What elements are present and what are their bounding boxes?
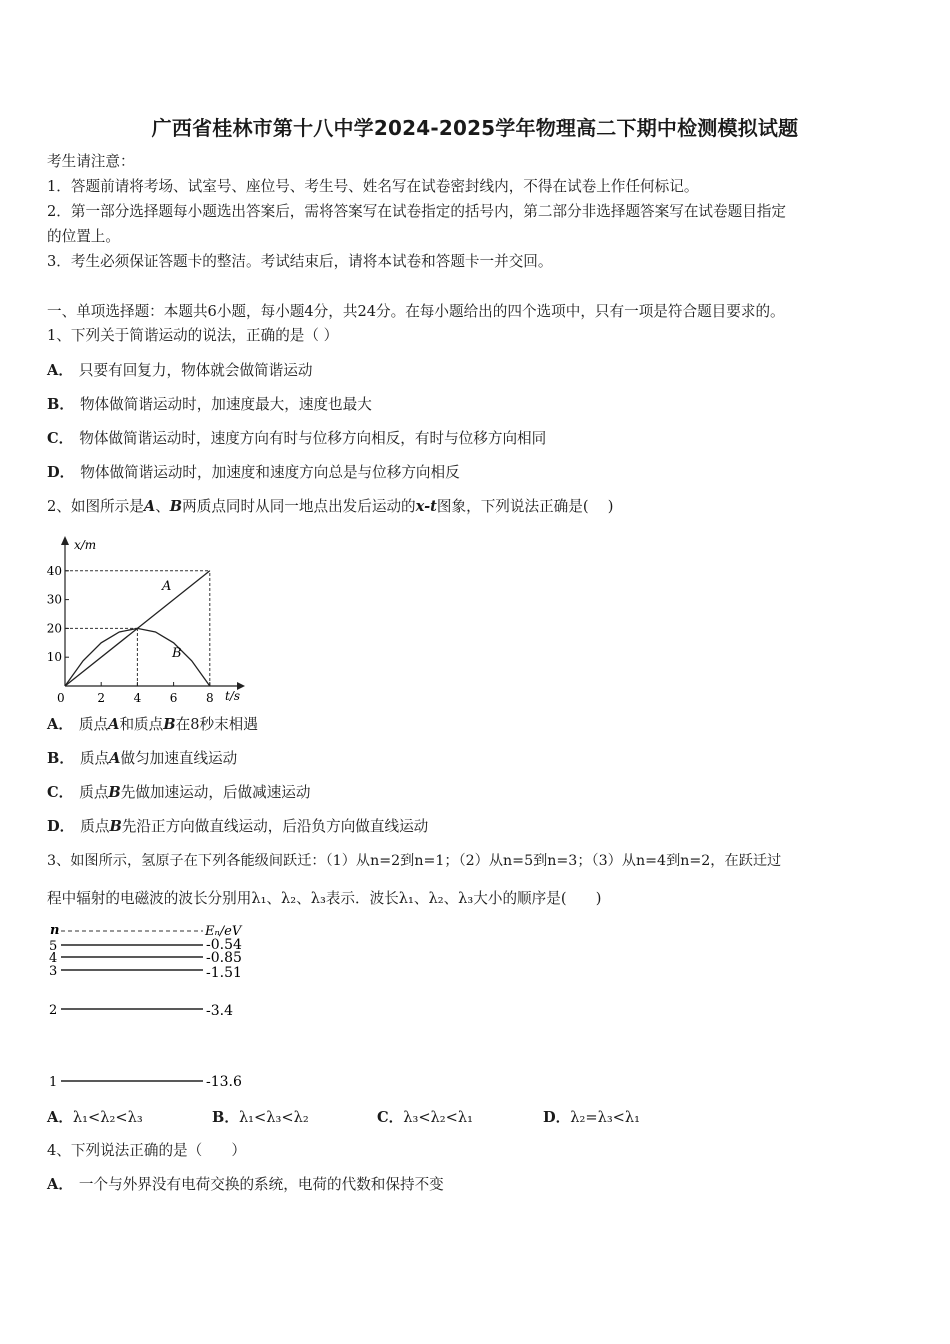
question-1-option-a[interactable]	[47, 362, 312, 380]
option-text: λ₁<λ₂<λ₃	[72, 1109, 143, 1126]
option-text: λ₂=λ₃<λ₁	[570, 1109, 641, 1126]
option-label: D．	[47, 818, 75, 835]
stem-var: A	[143, 498, 156, 515]
stem-text: 两质点同时从同一地点出发后运动的	[182, 498, 416, 515]
question-4-option-a[interactable]	[47, 1176, 444, 1194]
stem-var: B	[169, 498, 183, 515]
y-tick-label: 40	[46, 563, 62, 578]
option-label: A．	[47, 1109, 73, 1126]
series-label: B	[172, 646, 182, 661]
option-label: C．	[47, 430, 74, 447]
notice-item: 3．考生必须保证答题卡的整洁。考试结束后，请将本试卷和答题卡一并交回。	[47, 253, 553, 270]
level-n-label: 4	[49, 951, 58, 966]
x-axis-label: t/s	[225, 689, 241, 703]
level-energy-label: -0.54	[206, 937, 242, 953]
level-energy-label: -3.4	[206, 1003, 233, 1019]
x-tick-label: 4	[133, 691, 142, 705]
y-tick-label: 30	[46, 592, 62, 607]
stem-text: 、	[155, 498, 170, 515]
question-2-option-b[interactable]	[47, 750, 237, 768]
option-label: D．	[543, 1109, 571, 1126]
question-3-stem-line2: 程中辐射的电磁波的波长分别用λ₁、λ₂、λ₃表示．波长λ₁、λ₂、λ₃大小的顺序是( )	[47, 890, 602, 907]
n-label: n	[50, 923, 60, 938]
energy-unit-label: Eₙ/eV	[205, 924, 242, 939]
option-label: C．	[377, 1109, 404, 1126]
option-label: B．	[47, 396, 74, 413]
option-text: 先沿正方向做直线运动，后沿负方向做直线运动	[121, 818, 429, 835]
question-1-option-d[interactable]	[47, 464, 460, 482]
y-tick-label: 20	[46, 621, 62, 636]
notice-item: 1．答题前请将考场、试室号、座位号、考生号、姓名写在试卷密封线内，不得在试卷上作任何标记。	[47, 178, 699, 195]
option-text: 质点	[79, 750, 110, 767]
xt-graph	[40, 530, 255, 705]
level-energy-label: -1.51	[206, 965, 242, 981]
x-tick-label: 0	[57, 691, 65, 705]
notice-item: 的位置上。	[47, 228, 120, 245]
option-text: 先做加速运动，后做减速运动	[120, 784, 311, 801]
y-axis-arrow	[61, 536, 69, 545]
option-var: A	[108, 716, 120, 733]
stem-text: 2、如图所示是	[47, 498, 144, 515]
level-n-label: 1	[49, 1075, 58, 1090]
option-label: A．	[47, 1176, 73, 1193]
option-label: A．	[47, 362, 73, 379]
option-label: C．	[47, 784, 74, 801]
option-text: λ₃<λ₂<λ₁	[403, 1109, 473, 1126]
option-text: 和质点	[119, 716, 164, 733]
question-3-option-c[interactable]	[377, 1106, 473, 1127]
question-4-stem: 4、下列说法正确的是（ ）	[47, 1142, 247, 1159]
question-2-stem	[47, 498, 613, 516]
question-2-option-c[interactable]	[47, 784, 311, 802]
question-1-stem: 1、下列关于简谐运动的说法，正确的是（ ）	[47, 327, 339, 344]
option-label: A．	[47, 716, 73, 733]
question-3-option-a[interactable]	[47, 1106, 143, 1127]
level-energy-label: -0.85	[206, 950, 242, 966]
option-label: B．	[212, 1109, 239, 1126]
question-1-option-b[interactable]	[47, 396, 372, 414]
x-tick-label: 8	[205, 691, 214, 705]
section-heading: 一、单项选择题：本题共6小题，每小题4分，共24分。在每小题给出的四个选项中，只有一项是符合题目要求的。	[47, 303, 785, 320]
y-axis-label: x/m	[74, 538, 97, 552]
option-text: λ₁<λ₃<λ₂	[238, 1109, 309, 1126]
level-n-label: 5	[49, 939, 58, 954]
question-2-option-a[interactable]	[47, 716, 258, 734]
series-line-b	[65, 628, 210, 686]
option-text: 只要有回复力，物体就会做简谐运动	[78, 362, 313, 379]
option-text: 做匀加速直线运动	[120, 750, 238, 767]
option-text: 质点	[79, 784, 109, 801]
question-3-option-b[interactable]	[212, 1106, 309, 1127]
question-3-stem-line1: 3、如图所示，氢原子在下列各能级间跃迁：（1）从n=2到n=1；（2）从n=5到n=3；（3）从n=4到n=2，在跃迁过	[47, 853, 782, 869]
option-label: D．	[47, 464, 75, 481]
x-tick-label: 2	[97, 691, 106, 705]
option-text: 物体做简谐运动时，速度方向有时与位移方向相反，有时与位移方向相同	[79, 430, 547, 447]
option-var: B	[163, 716, 176, 733]
question-2-option-d[interactable]	[47, 818, 428, 836]
level-n-label: 3	[49, 964, 58, 979]
notice-item: 2．第一部分选择题每小题选出答案后，需将答案写在试卷指定的括号内，第二部分非选择题答案写在试卷题目指定	[47, 203, 786, 220]
y-tick-label: 10	[46, 650, 62, 665]
page-title: 广西省桂林市第十八中学2024-2025学年物理高二下期中检测模拟试题	[151, 116, 799, 140]
option-text: 质点	[80, 818, 110, 835]
option-var: B	[109, 818, 122, 835]
question-3-options	[47, 1106, 907, 1126]
option-text: 质点	[78, 716, 109, 733]
series-label: A	[162, 579, 172, 594]
stem-text: 图象，下列说法正确是( )	[436, 498, 614, 515]
option-text: 物体做简谐运动时，加速度最大，速度也最大	[79, 396, 372, 413]
stem-var: x-t	[415, 498, 437, 515]
option-label: B．	[47, 750, 74, 767]
energy-level-diagram	[45, 920, 265, 1092]
option-var: A	[109, 750, 121, 767]
notice-heading: 考生请注意：	[47, 153, 135, 170]
option-text: 在8秒末相遇	[175, 716, 258, 733]
x-tick-label: 6	[169, 691, 178, 705]
option-text: 物体做简谐运动时，加速度和速度方向总是与位移方向相反	[80, 464, 460, 481]
level-energy-label: -13.6	[206, 1074, 242, 1090]
question-1-option-c[interactable]	[47, 430, 546, 448]
option-text: 一个与外界没有电荷交换的系统，电荷的代数和保持不变	[78, 1176, 444, 1193]
option-var: B	[108, 784, 121, 801]
question-3-option-d[interactable]	[543, 1106, 640, 1127]
level-n-label: 2	[49, 1003, 58, 1018]
